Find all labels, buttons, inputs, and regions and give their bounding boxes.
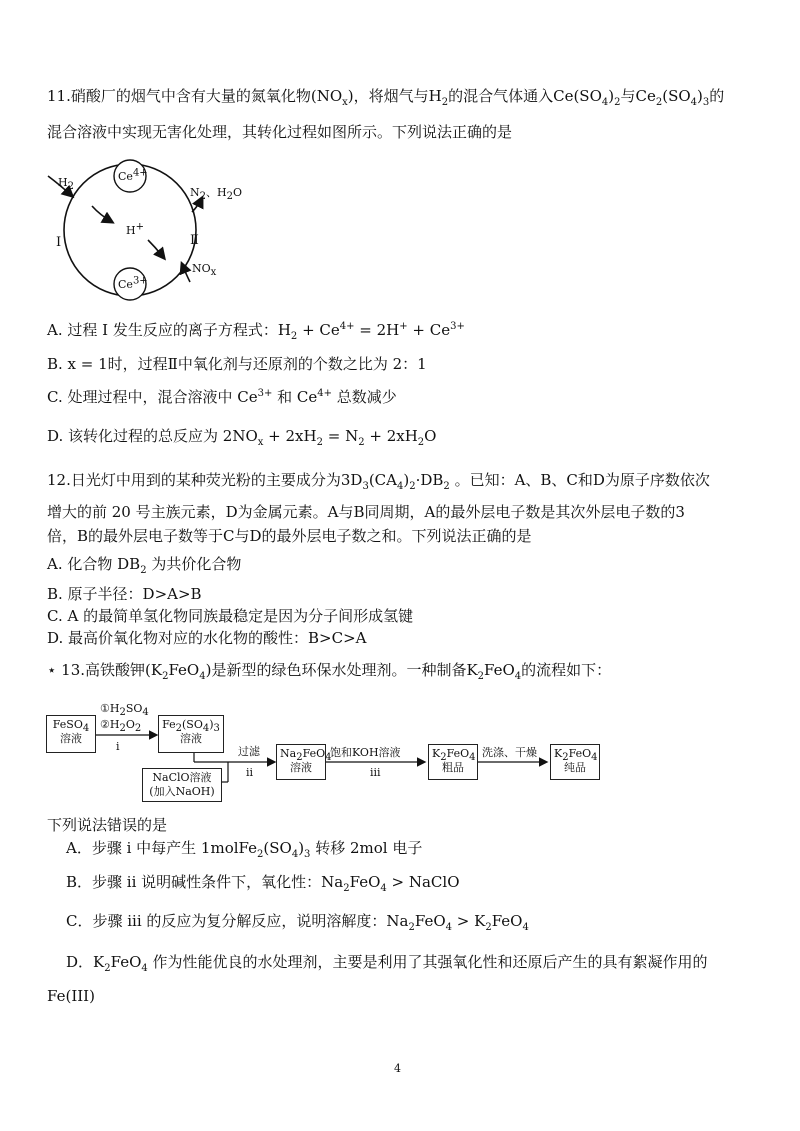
q12-stem-line2: 增大的前 20 号主族元素，D为金属元素。A与B同周期，A的最外层电子数是其次外层电子数的3 <box>47 503 685 521</box>
flow-step2-label: ii <box>246 766 254 779</box>
ce4-label: $Ce^{4+}$ <box>118 167 148 183</box>
h-plus-label: H+ <box>126 221 144 237</box>
flow-step2-top: 过滤 <box>238 745 260 758</box>
flow-box-k2feo4-pure: $K_2FeO_4$ 纯品 <box>550 744 600 780</box>
ce3-label: $Ce^{3+}$ <box>118 275 148 291</box>
q12-option-c: C. A 的最简单氢化物同族最稳定是因为分子间形成氢键 <box>47 607 414 625</box>
roman-1-label: I <box>56 235 62 250</box>
q13-option-a: A．步骤 i 中每产生 $1molFe_2(SO_4)_3$ 转移 2mol 电子 <box>66 839 423 860</box>
flow-step1-reagent1: $①H_2SO_4$ <box>100 702 149 719</box>
q12-stem-line1: 12.日光灯中用到的某种荧光粉的主要成分为$3D_3(CA_4)_2\cdot DB_2$ 。已知：A、B、C和D为原子序数依次 <box>47 471 710 492</box>
q11-stem-line2: 混合溶液中实现无害化处理，其转化过程如图所示。下列说法正确的是 <box>47 123 513 141</box>
flow-box-na2feo4: $Na_2FeO_4$ 溶液 <box>276 744 326 780</box>
q11-option-b: B. x = 1时，过程Ⅱ中氧化剂与还原剂的个数之比为 2：1 <box>47 355 427 373</box>
flow-step3-top: 饱和KOH溶液 <box>330 746 401 759</box>
q11-stem-line1: 11.硝酸厂的烟气中含有大量的氮氧化物$(NO_x)$，将烟气与$H_2$的混合气体通入$Ce(SO_4)_2$与$Ce_2(SO_4)_3$的 <box>47 87 725 108</box>
q11-option-a: A. 过程 I 发生反应的离子方程式：$H_2 + Ce^{4+} = 2H^+ + Ce^{3+}$ <box>47 321 465 342</box>
flow-step1-label: i <box>116 740 120 753</box>
q11-option-d: D. 该转化过程的总反应为 $2NO_x + 2xH_2 = N_2 + 2xH_2O$ <box>47 427 437 448</box>
flow-step4-top: 洗涤、干燥 <box>482 746 537 759</box>
roman-2-label: Ⅱ <box>190 233 199 248</box>
flow-step3-label: iii <box>370 766 381 779</box>
q13-prompt: 下列说法错误的是 <box>47 816 168 834</box>
q13-option-c: C．步骤 iii 的反应为复分解反应，说明溶解度：$Na_2FeO_4 > K_2FeO_4$ <box>66 912 529 933</box>
h2-label: $H_2$ <box>58 176 74 193</box>
q12-option-d: D. 最高价氧化物对应的水化物的酸性：B>C>A <box>47 629 367 647</box>
flow-box-fe2so43: $Fe_2(SO_4)_3$ 溶液 <box>158 715 224 753</box>
q13-option-d: D．$K_2FeO_4$ 作为性能优良的水处理剂，主要是利用了其强氧化性和还原后产生的具有絮凝作用的 <box>66 953 708 974</box>
q13-option-b: B．步骤 ii 说明碱性条件下，氧化性：$Na_2FeO_4$ > NaClO <box>66 873 460 894</box>
products-label: $N_2$、$H_2O$ <box>190 186 242 203</box>
flow-box-feso4: FeSO$_4$ 溶液 <box>46 715 96 753</box>
nox-label: $NO_x$ <box>192 262 217 279</box>
flow-step1-reagent2: $②H_2O_2$ <box>100 718 142 735</box>
q13-option-d-cont: Fe(III) <box>47 987 95 1005</box>
q12-option-a: A. 化合物 $DB_2$ 为共价化合物 <box>47 555 242 576</box>
flow-box-naclo: NaClO溶液 (加入NaOH) <box>142 768 222 802</box>
q12-stem-line3: 倍，B的最外层电子数等于C与D的最外层电子数之和。下列说法正确的是 <box>47 527 532 545</box>
flow-box-k2feo4-crude: $K_2FeO_4$ 粗品 <box>428 744 478 780</box>
q13-stem: ⋆ 13.高铁酸钾$(K_2FeO_4)$是新型的绿色环保水处理剂。一种制备$K_2FeO_4$的流程如下： <box>47 661 612 682</box>
q11-option-c: C. 处理过程中，混合溶液中 $Ce^{3+}$ 和 $Ce^{4+}$ 总数减少 <box>47 388 397 406</box>
page-number: 4 <box>394 1062 401 1075</box>
q12-option-b: B. 原子半径：D>A>B <box>47 585 202 603</box>
